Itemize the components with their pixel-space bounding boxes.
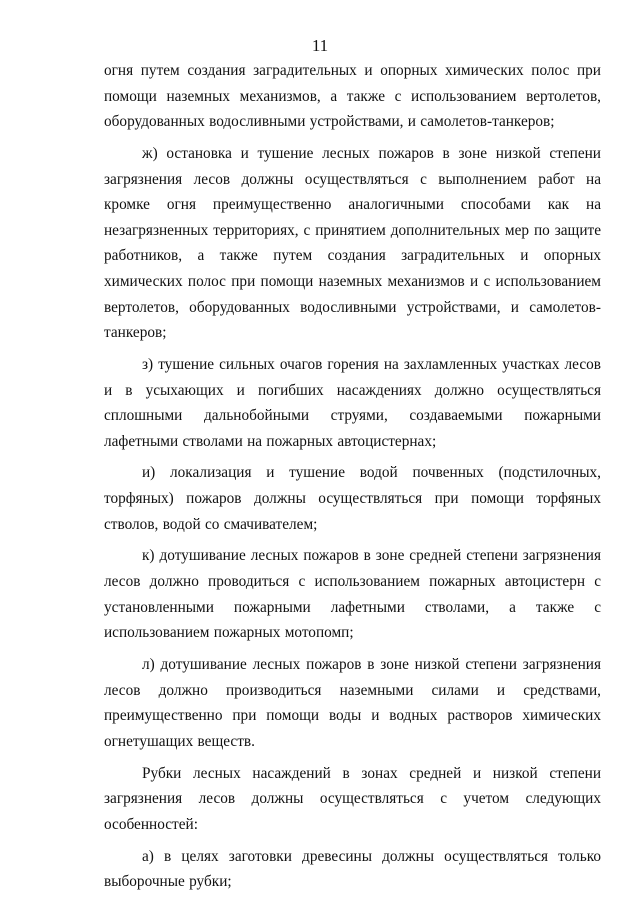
paragraph-item-zh: ж) остановка и тушение лесных пожаров в зоне низкой степени загрязнения лесов должны осуществляться с выполнением работ на кромке огня преимущественно аналогичными способами как на незагрязненных территориях, с принятием дополнительных мер по защите работников, а также путем создания заградительных и опорных химических полос при помощи наземных механизмов и с использованием вертолетов, оборудованных водосливными устройствами, и самолетов-танкеров; [104, 144, 601, 342]
document-body [104, 58, 601, 901]
paragraph-continuation: огня путем создания заградительных и опорных химических полос при помощи наземных механизмов, а также с использованием вертолетов, оборудованных водосливными устройствами, и самолетов-танкеров; [104, 62, 601, 131]
paragraph-item-a: а) в целях заготовки древесины должны осуществляться только выборочные рубки; [104, 847, 601, 891]
page-number: 11 [311, 36, 329, 55]
paragraph-item-l: л) дотушивание лесных пожаров в зоне низкой степени загрязнения лесов должно производиться наземными силами и средствами, преимущественно при помощи воды и водных растворов химических огнетушащих веществ. [104, 656, 601, 750]
paragraph-logging-intro: Рубки лесных насаждений в зонах средней и низкой степени загрязнения лесов должны осуществляться с учетом следующих особенностей: [104, 764, 601, 833]
paragraph-item-k: к) дотушивание лесных пожаров в зоне средней степени загрязнения лесов должно проводиться с использованием пожарных автоцистерн с установленными пожарными лафетными стволами, а также с использованием пожарных мотопомп; [104, 547, 601, 642]
paragraph-item-i: и) локализация и тушение водой почвенных (подстилочных, торфяных) пожаров должны осуществляться при помощи торфяных стволов, водой со смачивателем; [104, 464, 601, 533]
paragraph-item-z: з) тушение сильных очагов горения на захламленных участках лесов и в усыхающих и погибших насаждениях должно осуществляться сплошными дальнобойными струями, создаваемыми пожарными лафетными стволами на пожарных автоцистернах; [104, 355, 601, 450]
